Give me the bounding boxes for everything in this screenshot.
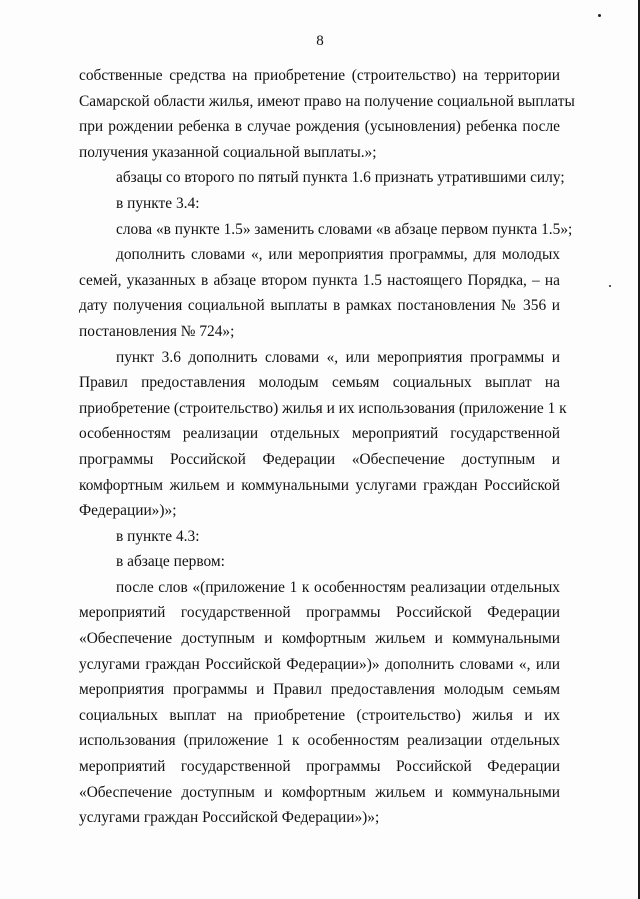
text-line: Самарской области жилья, имеют право на получение социальной выплаты: [79, 92, 575, 110]
text-line: в абзаце первом:: [116, 553, 225, 571]
text-line: социальных выплат на приобретение (строительство) жилья и их: [79, 706, 560, 724]
text-line: «Обеспечение доступным и комфортным жильем и коммунальными: [79, 630, 560, 648]
text-line: пункт 3.6 дополнить словами «, или мероприятия программы и: [116, 348, 560, 366]
text-line: после слов «(приложение 1 к особенностям реализации отдельных: [116, 578, 560, 596]
text-line: собственные средства на приобретение (строительство) на территории: [79, 67, 560, 84]
scan-speck: [609, 285, 611, 287]
text-line: в пункте 3.4:: [116, 194, 200, 212]
text-line: семей, указанных в абзаце втором пункта 1.5 настоящего Порядка, – на: [79, 271, 560, 289]
text-line: при рождении ребенка в случае рождения (усыновления) ребенка после: [79, 118, 560, 136]
text-line: абзацы со второго по пятый пункта 1.6 признать утратившими силу;: [116, 169, 565, 187]
text-line: мероприятий государственной программы Российской Федерации: [79, 758, 560, 776]
text-line: получения указанной социальной выплаты.»;: [79, 143, 377, 161]
text-line: программы Российской Федерации «Обеспечение доступным и: [79, 450, 560, 468]
text-line: комфортным жильем и коммунальными услугами граждан Российской: [79, 476, 560, 494]
text-line: дату получения социальной выплаты в рамках постановления № 356 и: [79, 297, 560, 315]
text-line: особенностям реализации отдельных мероприятий государственной: [79, 425, 560, 443]
text-line: дополнить словами «, или мероприятия программы, для молодых: [116, 246, 560, 264]
text-line: слова «в пункте 1.5» заменить словами «в абзаце первом пункта 1.5»;: [116, 220, 573, 238]
text-line: в пункте 4.3:: [116, 527, 200, 545]
text-line: постановления № 724»;: [79, 322, 235, 340]
text-line: услугами граждан Российской Федерации»)»;: [79, 809, 380, 827]
text-line: услугами граждан Российской Федерации»)» дополнить словами «, или: [79, 655, 560, 673]
text-line: Федерации»)»;: [79, 502, 177, 520]
text-line: мероприятий государственной программы Российской Федерации: [79, 604, 560, 622]
scan-speck: [598, 14, 601, 17]
text-line: использования (приложение 1 к особенностям реализации отдельных: [79, 732, 560, 750]
page-number: 8: [316, 33, 324, 49]
text-line: мероприятия программы и Правил предоставления молодым семьям: [79, 681, 560, 699]
text-line: Правил предоставления молодым семьям социальных выплат на: [79, 374, 560, 392]
text-line: «Обеспечение доступным и комфортным жильем и коммунальными: [79, 783, 560, 801]
text-line: приобретение (строительство) жилья и их использования (приложение 1 к: [79, 399, 567, 417]
document-body: [79, 63, 575, 831]
